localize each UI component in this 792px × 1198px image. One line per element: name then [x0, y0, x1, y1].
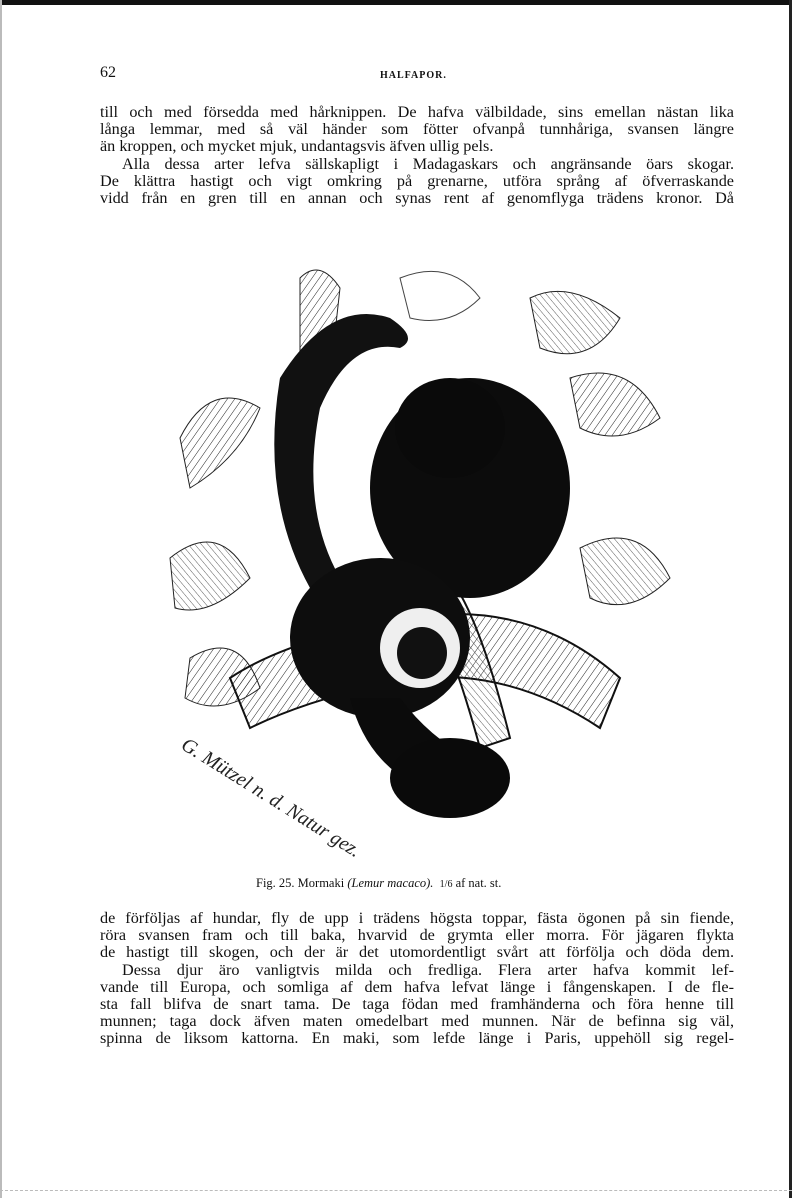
text-line: sta fall blifva de snart tama. De taga födan med framhänderna och föra henne till — [100, 995, 734, 1014]
text-line: spinna de liksom kattorna. En maki, som lefde länge i Paris, uppehöll sig regel- — [100, 1029, 734, 1048]
lemur-upper — [274, 314, 570, 598]
text-line: Alla dessa arter lefva sällskapligt i Madagaskars och angränsande öars skogar. — [122, 154, 734, 173]
paragraph-bottom — [100, 910, 734, 1048]
text-line: röra svansen fram och till baka, hvarvid de grymta eller morra. För jägaren flykta — [100, 926, 734, 945]
text-line: än kroppen, och mycket mjuk, undantagsvis äfven ullig pels. — [100, 137, 494, 156]
text-line: de hastigt till skogen, och der är det utomordentligt svårt att förfölja och döda dem. — [100, 943, 734, 962]
figure-caption — [256, 876, 501, 891]
text-line: De klättra hastigt och vigt omkring på grenarne, utföra språng af öfverraskande — [100, 171, 734, 190]
caption-prefix: Fig. 25. Mormaki — [256, 876, 348, 890]
text-line: Dessa djur äro vanligtvis milda och fredliga. Flera arter hafva kommit lef- — [122, 960, 734, 979]
engraving-illustration — [150, 258, 690, 868]
bottom-edge-rule — [0, 1190, 792, 1192]
paragraph-top — [100, 104, 734, 207]
text-line: vidd från en gren till en annan och synas rent af genomflyga trädens kronor. Då — [100, 189, 734, 208]
text-line: de förföljas af hundar, fly de upp i trädens högsta toppar, fästa ögonen på sin fiende, — [100, 909, 734, 927]
caption-scale: 1/6 — [439, 879, 453, 890]
text-line: långa lemmar, med så väl händer som fötter ofvanpå tunnhåriga, svansen längre — [100, 120, 734, 139]
caption-latin-name: (Lemur macaco). — [347, 876, 434, 890]
caption-suffix: af nat. st. — [452, 876, 502, 890]
text-line: vande till Europa, och somliga af dem hafva lefvat länge i fångenskapen. I de fle- — [100, 977, 734, 996]
left-margin-rule — [0, 0, 2, 1198]
text-line: till och med försedda med hårknippen. De hafva välbildade, sins emellan nästan lika — [100, 103, 734, 121]
top-border-rule — [0, 0, 792, 5]
text-line: munnen; taga dock äfven maten omedelbart med munnen. När de befinna sig väl, — [100, 1012, 734, 1031]
running-head: HALFAPOR. — [380, 70, 447, 81]
page-number: 62 — [100, 64, 116, 81]
artist-signature: G. Mützel n. d. Natur gez. — [177, 733, 365, 863]
figure-lemur-engraving — [150, 258, 690, 868]
